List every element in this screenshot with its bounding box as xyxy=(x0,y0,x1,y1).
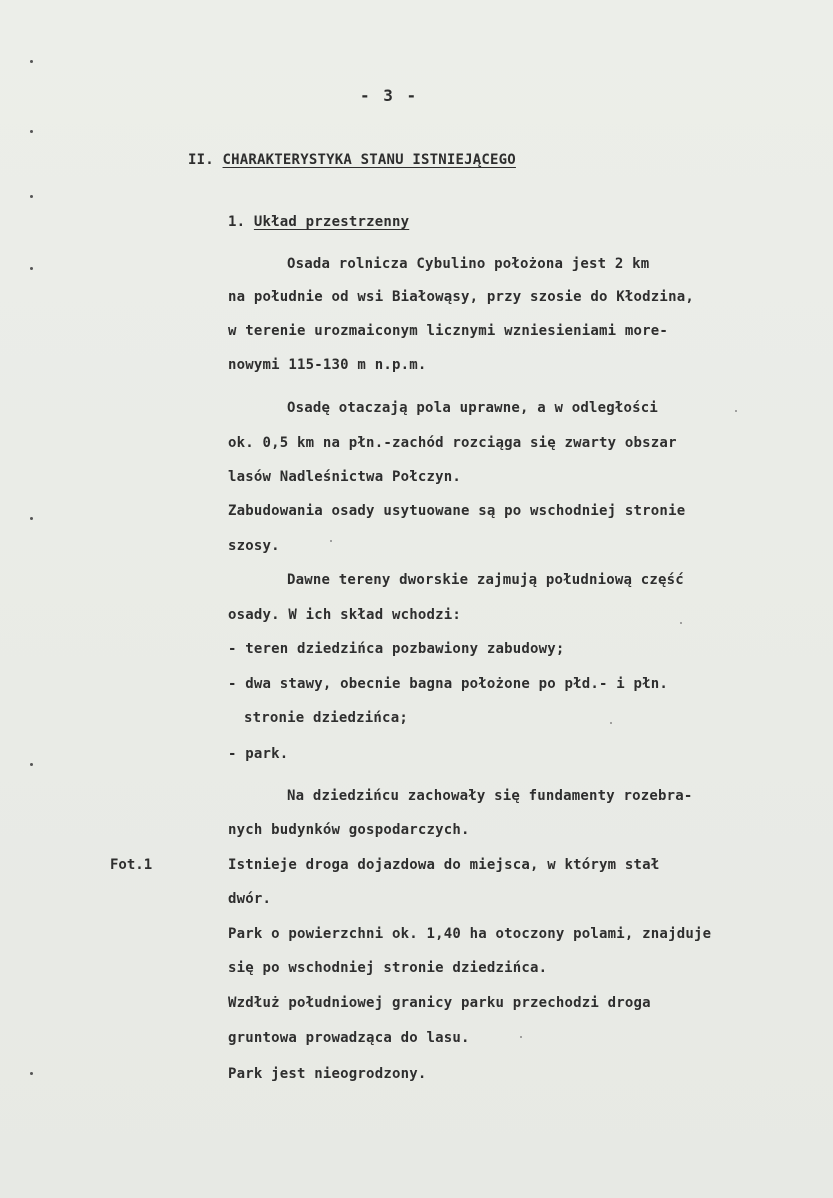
paper-fleck xyxy=(680,622,682,624)
body-line: nych budynków gospodarczych. xyxy=(228,822,470,838)
body-line: Wzdłuż południowej granicy parku przechodzi droga xyxy=(228,995,651,1011)
body-line: Istnieje droga dojazdowa do miejsca, w którym stał xyxy=(228,857,660,873)
paper-fleck xyxy=(330,540,332,542)
margin-photo-reference: Fot.1 xyxy=(110,857,153,873)
body-line: dwór. xyxy=(228,891,272,907)
paper-fleck xyxy=(520,1036,522,1038)
binding-hole-mark xyxy=(30,1072,33,1075)
binding-hole-mark xyxy=(30,195,33,198)
list-item: - teren dziedzińca pozbawiony zabudowy; xyxy=(228,641,565,657)
subsection-title: Układ przestrzenny xyxy=(253,214,410,230)
body-line: się po wschodniej stronie dziedzińca. xyxy=(228,960,548,976)
body-line: Osada rolnicza Cybulino położona jest 2 km xyxy=(287,256,650,272)
body-line: ok. 0,5 km na płn.-zachód rozciąga się zwarty obszar xyxy=(228,435,677,451)
body-line: Park o powierzchni ok. 1,40 ha otoczony polami, znajduje xyxy=(228,926,712,942)
body-line: w terenie urozmaiconym licznymi wzniesieniami more- xyxy=(228,323,669,339)
page-number: - 3 - xyxy=(360,86,419,105)
body-line: Dawne tereny dworskie zajmują południową część xyxy=(287,572,684,588)
body-line: gruntowa prowadząca do lasu. xyxy=(228,1030,470,1046)
subsection-number: 1. xyxy=(228,214,246,230)
body-line: Zabudowania osady usytuowane są po wschodniej stronie xyxy=(228,503,686,519)
binding-hole-mark xyxy=(30,763,33,766)
body-line: Park jest nieogrodzony. xyxy=(228,1066,427,1082)
body-line: Na dziedzińcu zachowały się fundamenty rozebra- xyxy=(287,788,693,804)
binding-hole-mark xyxy=(30,267,33,270)
body-line: na południe od wsi Białowąsy, przy szosie do Kłodzina, xyxy=(228,289,694,305)
subsection-heading xyxy=(228,214,409,230)
list-item-continuation: stronie dziedzińca; xyxy=(244,710,408,726)
body-line: lasów Nadleśnictwa Połczyn. xyxy=(228,469,461,485)
body-line: szosy. xyxy=(228,538,280,554)
section-numeral: II. xyxy=(188,152,214,168)
section-title: CHARAKTERYSTYKA STANU ISTNIEJĄCEGO xyxy=(222,152,516,168)
binding-hole-mark xyxy=(30,130,33,133)
binding-hole-mark xyxy=(30,517,33,520)
list-item: - dwa stawy, obecnie bagna położone po płd.- i płn. xyxy=(228,676,669,692)
paper-fleck xyxy=(610,722,612,724)
body-line: nowymi 115-130 m n.p.m. xyxy=(228,357,427,373)
body-line: Osadę otaczają pola uprawne, a w odległości xyxy=(287,400,659,416)
paper-fleck xyxy=(735,410,737,412)
binding-hole-mark xyxy=(30,60,33,63)
list-item: - park. xyxy=(228,746,289,762)
body-line: osady. W ich skład wchodzi: xyxy=(228,607,461,623)
section-heading xyxy=(188,152,516,168)
